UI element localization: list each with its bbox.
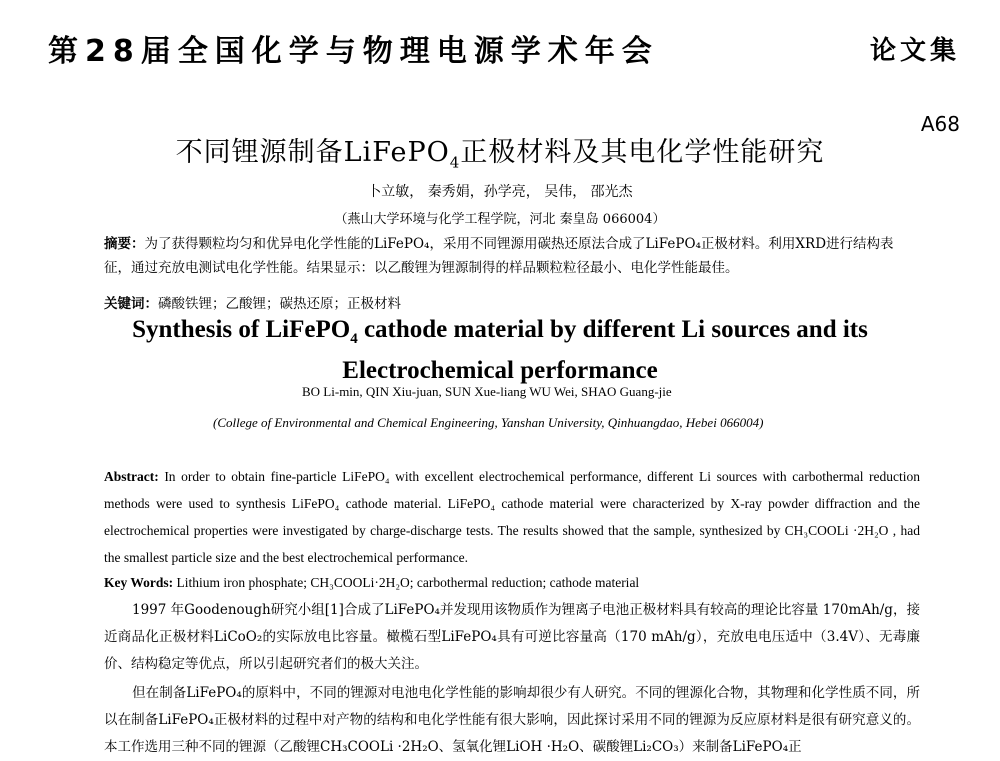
cn-abstract-text: 为了获得颗粒均匀和优异电化学性能的LiFePO₄，采用不同锂源用碳热还原法合成了LiFePO₄正极材料。利用XRD进行结构表征，通过充放电测试电化学性能。结果显示：以乙酸锂为锂源制得的样品颗粒粒径最小、电化学性能最佳。: [104, 236, 894, 276]
body-paragraph-2: [104, 680, 920, 761]
en-abstract: [104, 463, 920, 571]
cn-authors: 卜立敏， 秦秀娟，孙学亮， 吴伟， 邵光杰: [367, 184, 633, 200]
en-title-part-a: Synthesis of LiFePO: [132, 316, 351, 343]
en-title-line1: [0, 314, 1000, 355]
cn-keywords-text: 磷酸铁锂；乙酸锂；碳热还原；正极材料: [158, 296, 401, 312]
cn-abstract: [104, 232, 920, 280]
cn-keywords-label: 关键词：: [104, 296, 158, 312]
cn-title-subscript: 4: [449, 153, 461, 172]
en-title-line2: Electrochemical performance: [342, 357, 658, 384]
body-paragraph-2-text: 但在制备LiFePO₄的原料中，不同的锂源对电池电化学性能的影响却很少有人研究。不同的锂源化合物，其物理和化学性质不同，所以在制备LiFePO₄正极材料的过程中对产物的结构和电化学性能有很大影响，因此探讨采用不同的锂源为反应原材料是很有研究意义的。本工作选用三种不同的锂源（乙酸锂CH₃COOLi ·2H₂O、氢氧化锂LiOH ·H₂O、碳酸锂Li₂CO₃）来制备LiFePO₄正: [104, 685, 920, 755]
en-keywords-text: Lithium iron phosphate; CH₃COOLi·2H₂O; carbothermal reduction; cathode material: [176, 575, 640, 590]
paper-code: A68: [920, 112, 960, 136]
en-authors: BO Li-min, QIN Xiu-juan, SUN Xue-liang WU Wei, SHAO Guang-jie: [302, 384, 672, 399]
cn-keywords: [104, 292, 401, 312]
en-abstract-text: In order to obtain fine-particle LiFePO₄ with excellent electrochemical performance, different Li sources with carbothermal reduction methods were used to synthesis LiFePO₄ cathode material. LiFePO₄ cathode material were characterized by X-ray powder diffraction and the electrochemical properties were investigated by charge-discharge tests. The results showed that the sample, synthesized by CH₃COOLi ·2H₂O , had the smallest particle size and the best electrochemical performance.: [104, 469, 920, 565]
cn-affiliation: （燕山大学环境与化学工程学院，河北 秦皇岛 066004）: [334, 212, 666, 227]
cn-title-part-b: 正极材料及其电化学性能研究: [460, 137, 825, 168]
en-title-part-b: cathode material by different Li sources and its: [357, 316, 868, 343]
en-keywords: [104, 575, 639, 591]
body-paragraph-1-text: 1997 年Goodenough研究小组[1]合成了LiFePO₄并发现用该物质作为锂离子电池正极材料具有较高的理论比容量 170mAh/g，接近商品化正极材料LiCoO₂的实际放电比容量。橄榄石型LiFePO₄具有可逆比容量高（170 mAh/g），充放电电压适中（3.4V）、无毒廉价、结构稳定等优点，所以引起研究者们的极大关注。: [104, 602, 920, 672]
cn-title: [0, 130, 1000, 171]
en-affiliation: (College of Environmental and Chemical Engineering, Yanshan University, Qinhuangdao, Hebei 066004): [213, 415, 764, 430]
en-keywords-label: Key Words:: [104, 575, 174, 590]
body-paragraph-1: [104, 597, 920, 678]
conference-title: 第28届全国化学与物理电源学术年会: [48, 34, 659, 69]
cn-title-part-a: 不同锂源制备LiFePO: [175, 137, 450, 168]
en-title: [0, 314, 1000, 387]
en-title-subscript: 4: [350, 331, 358, 347]
en-abstract-label: Abstract:: [104, 469, 159, 484]
proceedings-label: 论文集: [869, 36, 960, 66]
cn-abstract-label: 摘要：: [104, 236, 145, 252]
